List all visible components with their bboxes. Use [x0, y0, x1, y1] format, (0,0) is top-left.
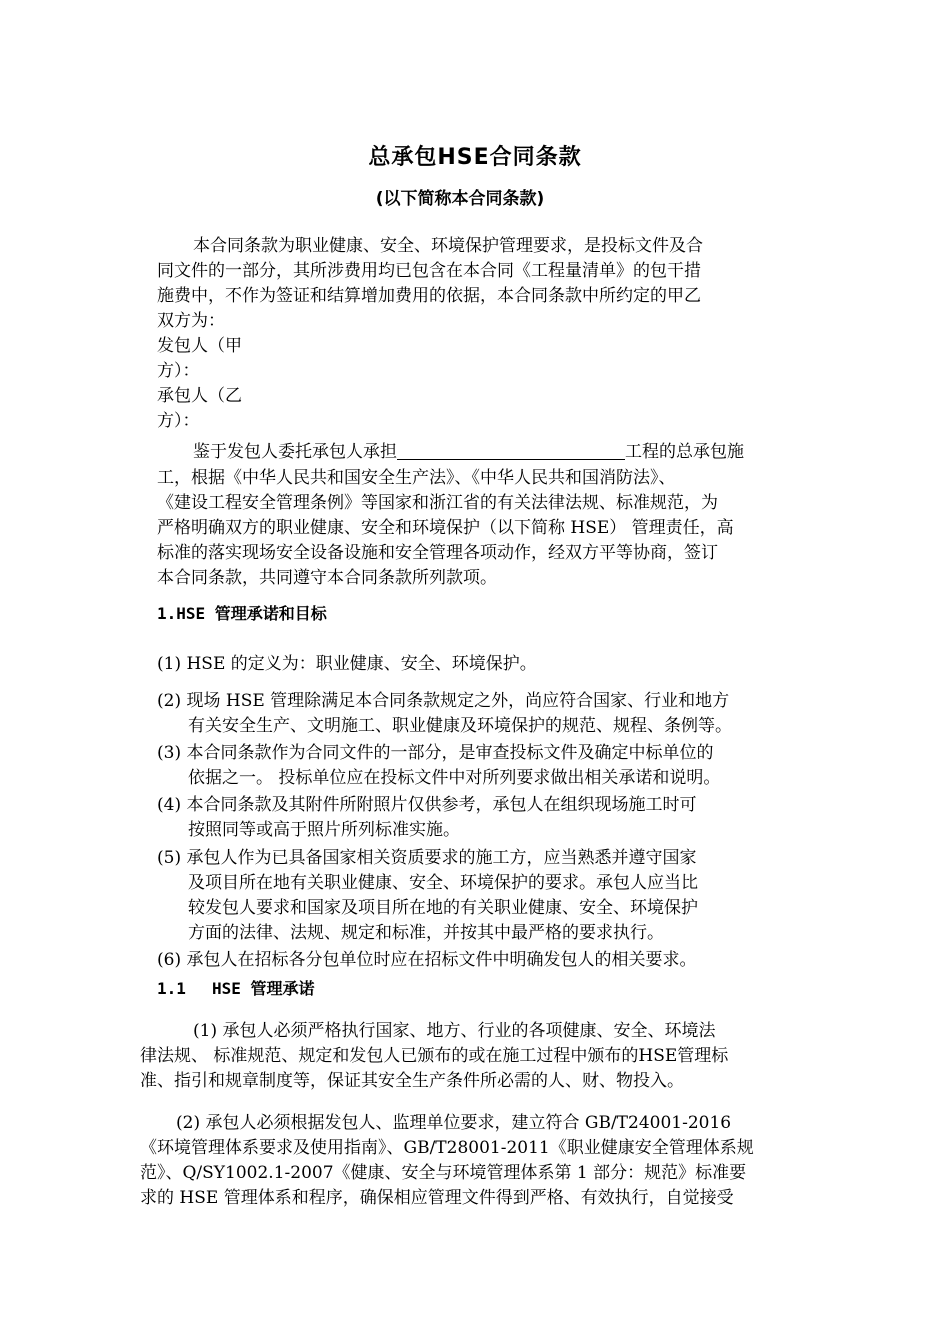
intro-line: 双方为： — [157, 311, 225, 331]
section-heading: 1.HSE 管理承诺和目标 — [157, 604, 327, 623]
list-item-continuation: 较发包人要求和国家及项目所在地的有关职业健康、安全、环境保护 — [188, 898, 698, 918]
paragraph-line: 本合同条款，共同遵守本合同条款所列款项。 — [157, 568, 497, 588]
party-a-label: 方）： — [157, 361, 200, 381]
list-item-continuation: 有关安全生产、文明施工、职业健康及环境保护的规范、规程、条例等。 — [188, 716, 732, 736]
party-b-label: 承包人（乙 — [157, 386, 242, 406]
party-b-label: 方）： — [157, 411, 200, 431]
list-item: (2) 现场 HSE 管理除满足本合同条款规定之外，尚应符合国家、行业和地方 — [157, 691, 730, 711]
clause-line: 准、指引和规章制度等，保证其安全生产条件所必需的人、财、物投入。 — [140, 1071, 684, 1091]
list-item-continuation: 及项目所在地有关职业健康、安全、环境保护的要求。承包人应当比 — [188, 873, 698, 893]
list-item-continuation: 依据之一。 投标单位应在投标文件中对所列要求做出相关承诺和说明。 — [188, 768, 721, 788]
paragraph-text: 鉴于发包人委托承包人承担 — [193, 442, 397, 462]
paragraph-line: 标准的落实现场安全设备设施和安全管理各项动作，经双方平等协商，签订 — [157, 543, 718, 563]
party-a-label: 发包人（甲 — [157, 336, 242, 356]
clause-line: 求的 HSE 管理体系和程序，确保相应管理文件得到严格、有效执行，自觉接受 — [140, 1188, 734, 1208]
list-item: (4) 本合同条款及其附件所附照片仅供参考，承包人在组织现场施工时可 — [157, 795, 697, 815]
list-item: (3) 本合同条款作为合同文件的一部分，是审查投标文件及确定中标单位的 — [157, 743, 714, 763]
subsection-heading: HSE 管理承诺 — [212, 979, 315, 998]
document-subtitle: (以下简称本合同条款) — [375, 189, 545, 209]
paragraph-line: 《建设工程安全管理条例》等国家和浙江省的有关法律法规、标准规范，为 — [157, 493, 718, 513]
clause-line: (2) 承包人必须根据发包人、监理单位要求，建立符合 GB/T24001-2016 — [176, 1113, 732, 1133]
paragraph-line: 严格明确双方的职业健康、安全和环境保护（以下简称 HSE） 管理责任，高 — [157, 518, 734, 538]
list-item: (5) 承包人作为已具备国家相关资质要求的施工方，应当熟悉并遵守国家 — [157, 848, 697, 868]
intro-line: 施费中，不作为签证和结算增加费用的依据，本合同条款中所约定的甲乙 — [157, 286, 701, 306]
clause-line: 《环境管理体系要求及使用指南》、GB/T28001-2011《职业健康安全管理体系规 — [140, 1138, 754, 1158]
clause-line: 范》、Q/SY1002.1-2007《健康、安全与环境管理体系第 1 部分：规范》标准要 — [140, 1163, 747, 1183]
list-item-continuation: 按照同等或高于照片所列标准实施。 — [188, 820, 460, 840]
paragraph-text: 工程的总承包施 — [625, 442, 744, 462]
document-title: 总承包HSE合同条款 — [368, 145, 582, 170]
clause-line: (1) 承包人必须严格执行国家、地方、行业的各项健康、安全、环境法 — [193, 1021, 716, 1041]
intro-line: 同文件的一部分，其所涉费用均已包含在本合同《工程量清单》的包干措 — [157, 261, 701, 281]
paragraph-line-with-blank — [193, 440, 744, 464]
list-item-continuation: 方面的法律、法规、规定和标准，并按其中最严格的要求执行。 — [188, 923, 664, 943]
fill-in-blank[interactable] — [397, 441, 625, 460]
intro-line: 本合同条款为职业健康、安全、环境保护管理要求，是投标文件及合 — [193, 236, 703, 256]
subsection-number: 1.1 — [157, 979, 186, 998]
paragraph-line: 工，根据《中华人民共和国安全生产法》、《中华人民共和国消防法》、 — [157, 468, 676, 488]
list-item: (6) 承包人在招标各分包单位时应在招标文件中明确发包人的相关要求。 — [157, 950, 697, 970]
list-item: (1) HSE 的定义为：职业健康、安全、环境保护。 — [157, 654, 537, 674]
clause-line: 律法规、 标准规范、规定和发包人已颁布的或在施工过程中颁布的HSE管理标 — [140, 1046, 729, 1066]
